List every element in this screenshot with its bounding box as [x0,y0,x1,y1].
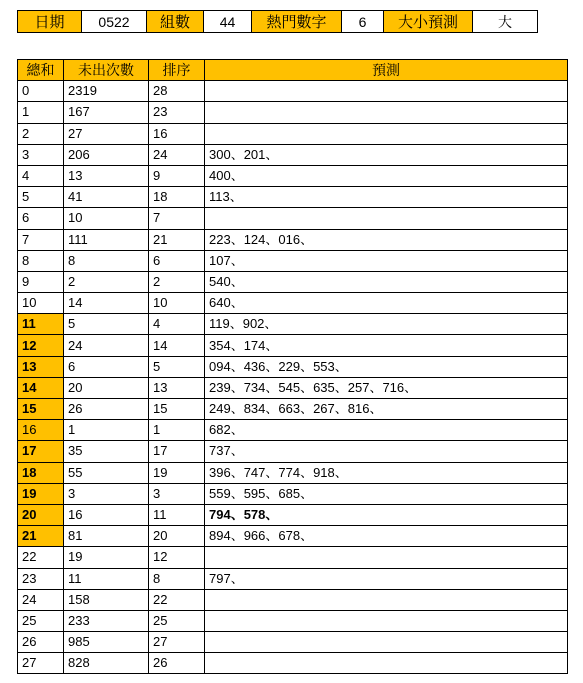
rank-cell: 25 [149,610,205,631]
table-row [18,632,568,653]
table-row [18,483,568,504]
prediction-cell: 094、436、229、553、 [205,356,568,377]
column-header-rank: 排序 [149,60,205,81]
missed-count-cell: 26 [64,399,149,420]
sum-cell: 25 [18,610,64,631]
column-header-sum: 總和 [18,60,64,81]
prediction-cell: 119、902、 [205,314,568,335]
prediction-cell [205,123,568,144]
prediction-cell: 300、201、 [205,144,568,165]
prediction-cell: 249、834、663、267、816、 [205,399,568,420]
table-row [18,208,568,229]
missed-count-cell: 3 [64,483,149,504]
missed-count-cell: 13 [64,165,149,186]
sum-cell: 1 [18,102,64,123]
missed-count-cell: 11 [64,568,149,589]
sum-cell: 11 [18,314,64,335]
missed-count-cell: 233 [64,610,149,631]
prediction-cell: 107、 [205,250,568,271]
table-row [18,504,568,525]
table-row [18,314,568,335]
table-header-row [18,60,568,81]
table-row [18,229,568,250]
missed-count-cell: 24 [64,335,149,356]
missed-count-cell: 27 [64,123,149,144]
table-row [18,250,568,271]
missed-count-cell: 2319 [64,81,149,102]
sum-cell: 12 [18,335,64,356]
sum-cell: 2 [18,123,64,144]
sum-cell: 9 [18,271,64,292]
summary-header [17,10,538,33]
table-row [18,271,568,292]
rank-cell: 19 [149,462,205,483]
sum-cell: 26 [18,632,64,653]
sum-cell: 21 [18,526,64,547]
missed-count-cell: 5 [64,314,149,335]
sum-cell: 23 [18,568,64,589]
prediction-cell: 223、124、016、 [205,229,568,250]
prediction-cell [205,632,568,653]
column-header-missed-count: 未出次數 [64,60,149,81]
rank-cell: 24 [149,144,205,165]
missed-count-cell: 985 [64,632,149,653]
sum-cell: 13 [18,356,64,377]
table-row [18,526,568,547]
rank-cell: 4 [149,314,205,335]
rank-cell: 6 [149,250,205,271]
rank-cell: 5 [149,356,205,377]
rank-cell: 8 [149,568,205,589]
table-row [18,610,568,631]
rank-cell: 16 [149,123,205,144]
rank-cell: 18 [149,187,205,208]
sum-cell: 17 [18,441,64,462]
rank-cell: 3 [149,483,205,504]
sum-cell: 5 [18,187,64,208]
groups-value: 44 [204,11,252,33]
prediction-table [17,59,568,674]
size-prediction-label: 大小預測 [384,11,473,33]
date-value: 0522 [82,11,147,33]
sum-cell: 0 [18,81,64,102]
rank-cell: 1 [149,420,205,441]
missed-count-cell: 10 [64,208,149,229]
groups-label: 組數 [147,11,204,33]
prediction-cell [205,102,568,123]
prediction-cell: 540、 [205,271,568,292]
prediction-cell: 400、 [205,165,568,186]
rank-cell: 10 [149,293,205,314]
missed-count-cell: 111 [64,229,149,250]
sum-cell: 27 [18,653,64,674]
missed-count-cell: 828 [64,653,149,674]
sum-cell: 8 [18,250,64,271]
prediction-cell: 559、595、685、 [205,483,568,504]
sum-cell: 22 [18,547,64,568]
rank-cell: 23 [149,102,205,123]
missed-count-cell: 16 [64,504,149,525]
missed-count-cell: 8 [64,250,149,271]
table-row [18,420,568,441]
sum-cell: 10 [18,293,64,314]
table-row [18,293,568,314]
sum-cell: 18 [18,462,64,483]
table-row [18,547,568,568]
table-row [18,589,568,610]
table-row [18,653,568,674]
rank-cell: 11 [149,504,205,525]
missed-count-cell: 55 [64,462,149,483]
prediction-cell: 794、578、 [205,504,568,525]
table-row [18,165,568,186]
rank-cell: 28 [149,81,205,102]
table-row [18,377,568,398]
sum-cell: 6 [18,208,64,229]
column-header-prediction: 預測 [205,60,568,81]
missed-count-cell: 1 [64,420,149,441]
rank-cell: 21 [149,229,205,250]
sum-cell: 20 [18,504,64,525]
rank-cell: 20 [149,526,205,547]
table-row [18,356,568,377]
missed-count-cell: 14 [64,293,149,314]
prediction-cell [205,589,568,610]
prediction-cell: 396、747、774、918、 [205,462,568,483]
table-row [18,441,568,462]
missed-count-cell: 81 [64,526,149,547]
table-row [18,399,568,420]
missed-count-cell: 41 [64,187,149,208]
sum-cell: 19 [18,483,64,504]
prediction-cell [205,653,568,674]
sum-cell: 7 [18,229,64,250]
table-row [18,335,568,356]
table-row [18,187,568,208]
rank-cell: 17 [149,441,205,462]
hot-number-label: 熱門數字 [252,11,342,33]
sum-cell: 4 [18,165,64,186]
rank-cell: 14 [149,335,205,356]
prediction-cell [205,81,568,102]
missed-count-cell: 2 [64,271,149,292]
table-row [18,568,568,589]
missed-count-cell: 20 [64,377,149,398]
hot-number-value: 6 [342,11,384,33]
prediction-cell: 354、174、 [205,335,568,356]
prediction-cell: 113、 [205,187,568,208]
rank-cell: 9 [149,165,205,186]
missed-count-cell: 35 [64,441,149,462]
table-row [18,123,568,144]
missed-count-cell: 6 [64,356,149,377]
sum-cell: 14 [18,377,64,398]
prediction-cell: 640、 [205,293,568,314]
table-row [18,462,568,483]
sum-cell: 15 [18,399,64,420]
missed-count-cell: 167 [64,102,149,123]
size-prediction-value: 大 [473,11,538,33]
table-row [18,144,568,165]
prediction-cell [205,208,568,229]
prediction-cell [205,610,568,631]
rank-cell: 13 [149,377,205,398]
sum-cell: 3 [18,144,64,165]
date-label: 日期 [18,11,82,33]
prediction-cell [205,547,568,568]
missed-count-cell: 19 [64,547,149,568]
sum-cell: 24 [18,589,64,610]
rank-cell: 12 [149,547,205,568]
rank-cell: 15 [149,399,205,420]
table-row [18,81,568,102]
prediction-cell: 894、966、678、 [205,526,568,547]
prediction-cell: 239、734、545、635、257、716、 [205,377,568,398]
prediction-cell: 737、 [205,441,568,462]
prediction-cell: 797、 [205,568,568,589]
missed-count-cell: 158 [64,589,149,610]
sum-cell: 16 [18,420,64,441]
rank-cell: 2 [149,271,205,292]
rank-cell: 26 [149,653,205,674]
missed-count-cell: 206 [64,144,149,165]
rank-cell: 27 [149,632,205,653]
rank-cell: 7 [149,208,205,229]
rank-cell: 22 [149,589,205,610]
prediction-cell: 682、 [205,420,568,441]
table-row [18,102,568,123]
